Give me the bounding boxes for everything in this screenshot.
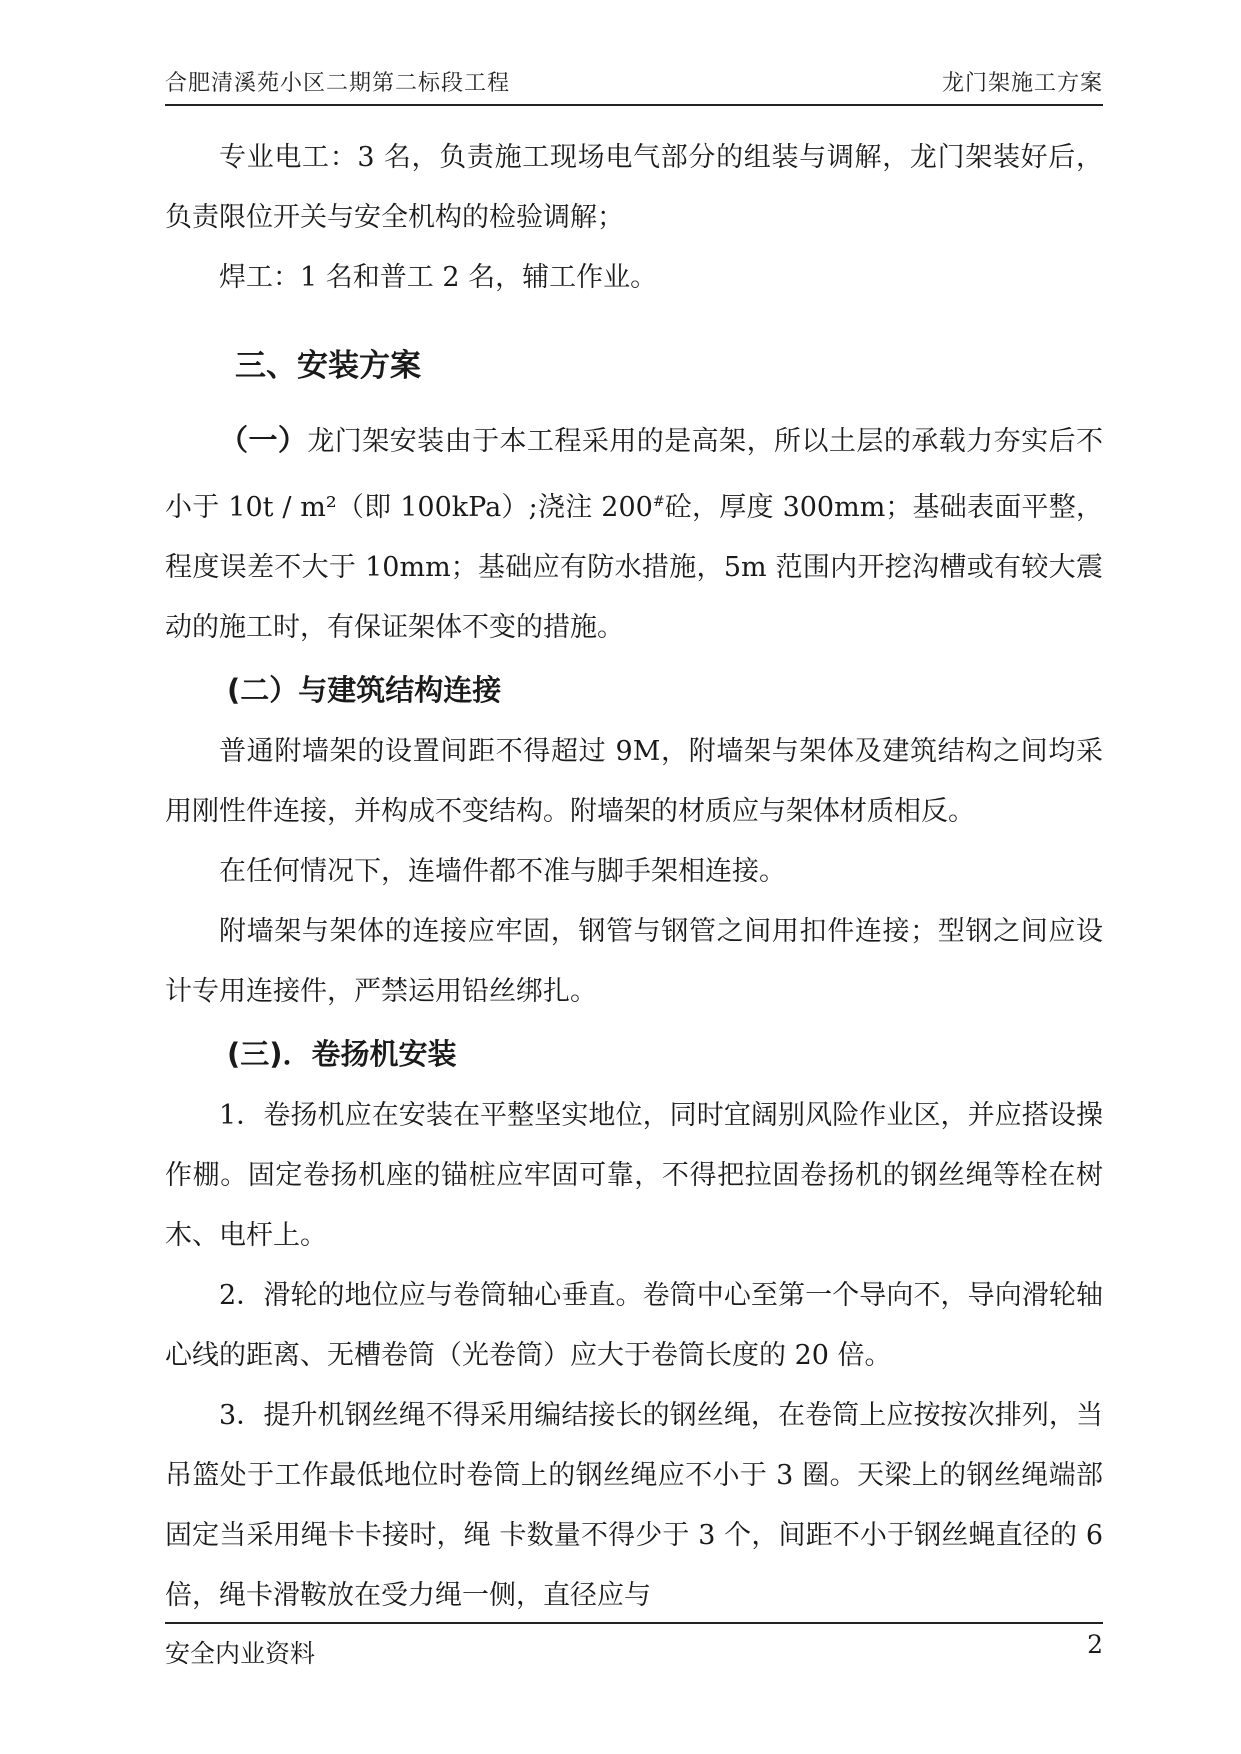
header-project-title: 合肥清溪苑小区二期第二标段工程: [165, 71, 511, 96]
paragraph-electricians: 专业电工：3 名，负责施工现场电气部分的组装与调解，龙门架装好后，负责限位开关与安全机构的检验调解；: [165, 142, 1103, 233]
paragraph-pulley-position: 2．滑轮的地位应与卷筒轴心垂直。卷筒中心至第一个导向不，导向滑轮轴心线的距离、无槽卷筒（光卷筒）应大于卷筒长度的 20 倍。: [165, 1280, 1103, 1371]
subsection-heading-3: (三)．卷扬机安装: [227, 1037, 457, 1071]
subsection-heading-1: （一）: [219, 423, 308, 457]
paragraph-winch-location: 1．卷扬机应在安装在平整坚实地位，同时宜阔别风险作业区，并应搭设操作棚。固定卷扬机座的锚桩应牢固可靠，不得把拉固卷扬机的钢丝绳等栓在树木、电杆上。: [165, 1100, 1103, 1251]
paragraph-wall-ties: 在任何情况下，连墙件都不准与脚手架相连接。: [219, 856, 786, 887]
superscript-mark: #: [652, 494, 665, 510]
subsection-heading-2: (二）与建筑结构连接: [227, 673, 502, 707]
section-heading-installation: 三、安装方案: [235, 348, 421, 384]
page-content: [165, 128, 1103, 1626]
footer-label: 安全内业资料: [165, 1639, 316, 1668]
paragraph-wire-rope: 3．提升机钢丝绳不得采用编结接长的钢丝绳，在卷筒上应按按次排列，当吊篮处于工作最低地位时卷筒上的钢丝绳应不小于 3 圈。天梁上的钢丝绳端部固定当采用绳卡卡接时，绳 卡数量不得少于 3 个，间距不小于钢丝蝇直径的 6 倍，绳卡滑鞍放在受力绳一侧，直径应与: [165, 1400, 1103, 1611]
paragraph-wall-bracket-spacing: 普通附墙架的设置间距不得超过 9M，附墙架与架体及建筑结构之间均采用刚性件连接，并构成不变结构。附墙架的材质应与架体材质相反。: [165, 736, 1103, 827]
paragraph-foundation: [165, 410, 1103, 658]
paragraph-welders: 焊工：1 名和普工 2 名，辅工作业。: [219, 262, 658, 293]
footer-divider: [165, 1622, 1103, 1624]
page-header: [165, 66, 1103, 106]
header-document-title: 龙门架施工方案: [941, 71, 1103, 96]
header-divider: [165, 104, 1103, 106]
page-number: 2: [1087, 1630, 1103, 1659]
paragraph-foundation-text-b: 砼，厚度 300mm；基础表面平整，程度误差不大于 10mm；基础应有防水措施，5m 范围内开挖沟槽或有较大震动的施工时，有保证架体不变的措施。: [165, 492, 1103, 643]
paragraph-bracket-connection: 附墙架与架体的连接应牢固，钢管与钢管之间用扣件连接；型钢之间应设计专用连接件，严禁运用铅丝绑扎。: [165, 916, 1103, 1007]
paragraph-foundation-text-a: 龙门架安装由于本工程采用的是高架，所以土层的承载力夯实后不小于 10t / m²（即 100kPa）;浇注 200: [165, 426, 1103, 523]
